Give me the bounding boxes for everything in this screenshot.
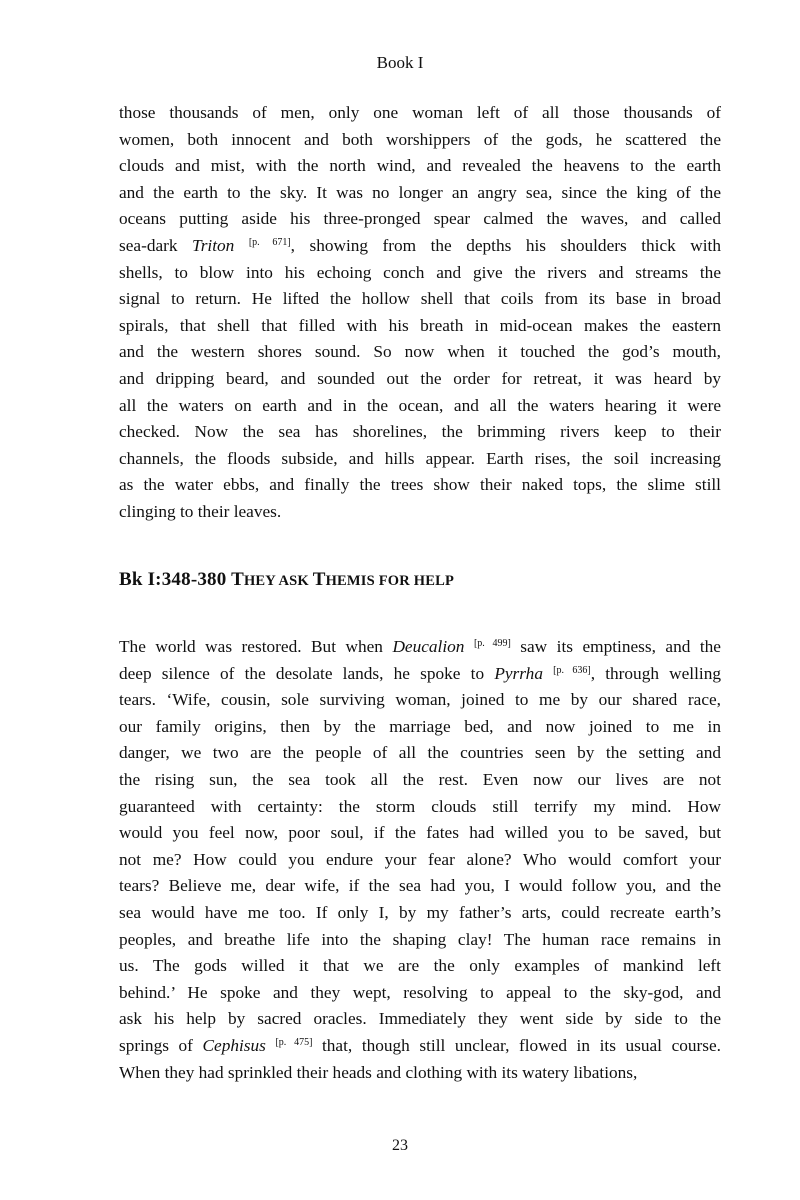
text-line (119, 499, 721, 526)
text-run: clinging to their leaves. (119, 501, 282, 521)
text-line (119, 206, 721, 233)
text-line (119, 820, 721, 847)
text-run (464, 637, 474, 656)
text-line (119, 1060, 721, 1087)
heading-small-caps: HEMIS FOR HELP (325, 573, 455, 589)
text-run: checked. Now the sea has shorelines, the brimming rivers keep to their (119, 422, 721, 442)
text-line (119, 847, 721, 874)
text-line (119, 634, 721, 661)
text-line (119, 260, 721, 287)
text-run: guaranteed with certainty: the storm clouds still terrify my mind. How (119, 796, 721, 816)
section-heading (119, 569, 454, 591)
text-run (234, 236, 249, 255)
text-line (119, 794, 721, 821)
text-line (119, 472, 721, 499)
text-line (119, 927, 721, 954)
text-line (119, 446, 721, 473)
proper-name: Pyrrha (494, 663, 543, 683)
text-run: and the western shores sound. So now when it touched the god’s mouth, (119, 342, 721, 362)
text-line (119, 286, 721, 313)
text-run: clouds and mist, with the north wind, and revealed the heavens to the earth (119, 156, 721, 176)
text-line (119, 233, 721, 260)
proper-name: Triton (192, 235, 235, 255)
text-run: signal to return. He lifted the hollow shell that coils from its base in broad (119, 289, 721, 309)
text-run: and dripping beard, and sounded out the order for retreat, it was heard by (119, 368, 721, 388)
text-line (119, 900, 721, 927)
heading-small-caps: HEY ASK (243, 573, 313, 589)
text-run: , through welling (590, 663, 721, 683)
heading-book-prefix: Bk I: (119, 569, 162, 590)
text-run: our family origins, then by the marriage bed, and now joined to me in (119, 716, 721, 736)
text-line (119, 153, 721, 180)
text-run: channels, the floods subside, and hills appear. Earth rises, the soil increasing (119, 448, 721, 468)
text-line (119, 873, 721, 900)
text-line (119, 366, 721, 393)
text-run: and the earth to the sky. It was no longer an angry sea, since the king of the (119, 182, 721, 202)
text-run: all the waters on earth and in the ocean, and all the waters hearing it were (119, 395, 721, 415)
page-reference: [p. 671] (248, 236, 291, 248)
text-run: not me? How could you endure your fear alone? Who would comfort your (119, 849, 721, 869)
text-run: deep silence of the desolate lands, he spoke to (119, 663, 495, 683)
text-run: peoples, and breathe life into the shaping clay! The human race remains in (119, 929, 721, 949)
text-line (119, 1006, 721, 1033)
text-line (119, 687, 721, 714)
text-line (119, 313, 721, 340)
body-paragraph-2 (119, 634, 721, 1086)
text-line (119, 714, 721, 741)
text-run: us. The gods willed it that we are the only examples of mankind left (119, 956, 721, 976)
proper-name: Cephisus (202, 1035, 266, 1055)
body-paragraph-1 (119, 100, 721, 526)
text-line (119, 127, 721, 154)
text-run: danger, we two are the people of all the countries seen by the setting and (119, 743, 721, 763)
text-run: would you feel now, poor soul, if the fates had willed you to be saved, but (119, 823, 721, 843)
text-line (119, 339, 721, 366)
text-run: spirals, that shell that filled with his breath in mid-ocean makes the eastern (119, 315, 721, 335)
text-line (119, 1033, 721, 1060)
text-line (119, 980, 721, 1007)
text-run: The world was restored. But when (119, 637, 393, 656)
text-line (119, 767, 721, 794)
text-run: oceans putting aside his three-pronged spear calmed the waves, and called (119, 209, 721, 229)
text-run: as the water ebbs, and finally the trees show their naked tops, the slime still (119, 475, 721, 495)
text-run (543, 664, 553, 683)
proper-name: Deucalion (392, 637, 465, 656)
text-line (119, 661, 721, 688)
text-run: that, though still unclear, flowed in its usual course. (312, 1035, 721, 1055)
text-run: the rising sun, the sea took all the rest. Even now our lives are not (119, 769, 721, 789)
text-run: those thousands of men, only one woman left of all those thousands of (119, 103, 721, 122)
text-run: women, both innocent and both worshippers of the gods, he scattered the (119, 129, 721, 149)
page-reference: [p. 636] (553, 664, 591, 676)
running-head: Book I (376, 53, 424, 72)
heading-capital: T (312, 569, 326, 590)
text-run: sea-dark (119, 235, 193, 255)
text-run: saw its emptiness, and the (510, 637, 721, 656)
text-line (119, 419, 721, 446)
text-line (119, 740, 721, 767)
page-number: 23 (392, 1137, 408, 1154)
text-run: shells, to blow into his echoing conch and give the rivers and streams the (119, 262, 721, 282)
heading-title (231, 569, 454, 590)
text-run: When they had sprinkled their heads and clothing with its watery libations, (119, 1062, 638, 1082)
text-run: ask his help by sacred oracles. Immediately they went side by side to the (119, 1009, 721, 1029)
text-run: behind.’ He spoke and they wept, resolving to appeal to the sky-god, and (119, 982, 721, 1002)
text-line (119, 100, 721, 127)
text-run: springs of (119, 1035, 203, 1055)
text-run: tears? Believe me, dear wife, if the sea had you, I would follow you, and the (119, 876, 721, 896)
text-line (119, 180, 721, 207)
text-line (119, 953, 721, 980)
page-reference: [p. 499] (473, 638, 511, 649)
text-line (119, 393, 721, 420)
heading-capital: T (231, 569, 244, 590)
heading-line-range: 348-380 (161, 569, 227, 590)
text-run: , showing from the depths his shoulders thick with (290, 235, 721, 255)
text-run: sea would have me too. If only I, by my father’s arts, could recreate earth’s (119, 902, 721, 922)
page-reference: [p. 475] (275, 1036, 313, 1048)
text-run: tears. ‘Wife, cousin, sole surviving woman, joined to me by our shared race, (119, 690, 721, 710)
